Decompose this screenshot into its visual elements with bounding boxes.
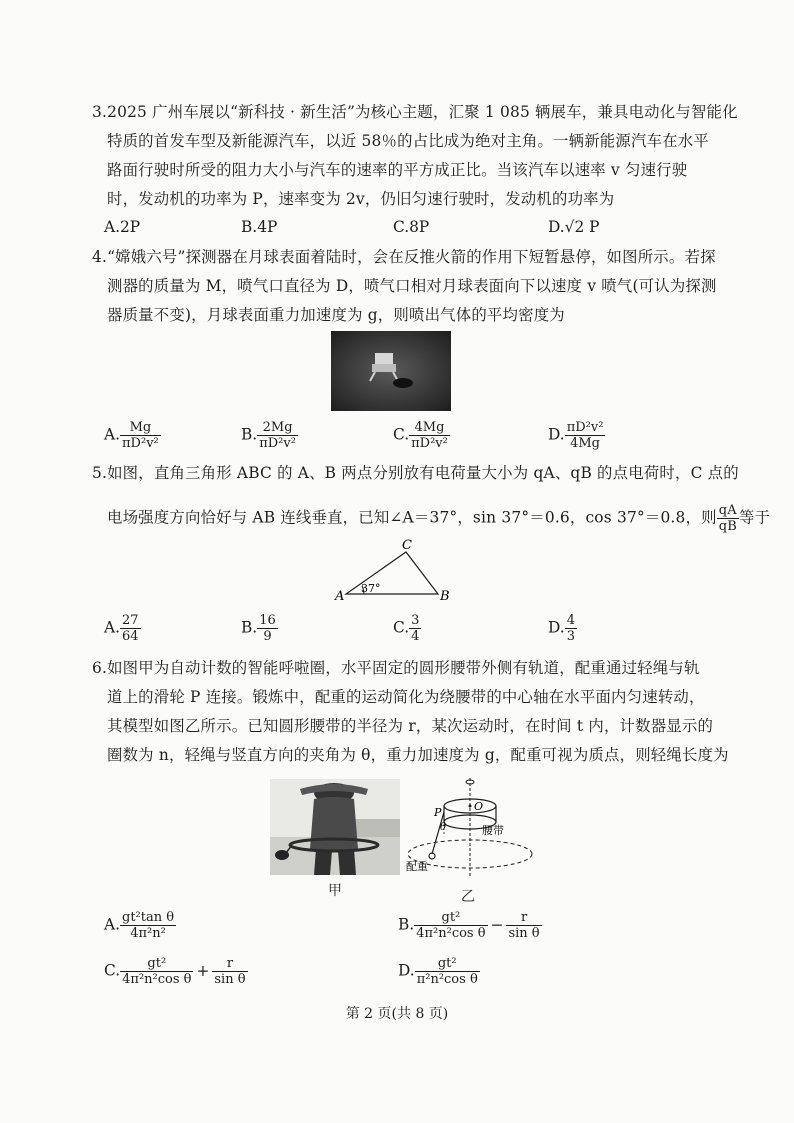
q4-option-c (393, 420, 450, 451)
q4-option-b-label: B. (241, 425, 258, 444)
q6-line-2: 道上的滑轮 P 连接。锻炼中，配重的运动简化为绕腰带的中心轴在水平面内匀速转动， (107, 688, 705, 706)
q5-line-2 (107, 503, 771, 534)
q6-line-1: 6.如图甲为自动计数的智能呼啦圈，水平固定的圆形腰带外侧有轨道，配重通过轻绳与轨 (92, 659, 700, 677)
q6-line-4: 圈数为 n，轻绳与竖直方向的夹角为 θ，重力加速度为 g，配重可视为质点，则轻绳长度为 (107, 746, 729, 764)
vertex-b-label: B (440, 589, 450, 604)
q4-option-a (104, 420, 161, 451)
lunar-lander-photo (331, 331, 451, 411)
q5-ratio-num: qA (717, 503, 739, 519)
q6-b-den: 4π²n²cos θ (416, 926, 486, 941)
q6-c-num2: r (212, 956, 247, 972)
q5-line-1: 5.如图，直角三角形 ABC 的 A、B 两点分别放有电荷量大小为 qA、qB 的点电荷时，C 点的 (92, 464, 739, 482)
q5-option-a-label: A. (104, 618, 121, 637)
q3-line-4: 时，发动机的功率为 P，速率变为 2v，仍旧匀速行驶时，发动机的功率为 (107, 190, 615, 208)
q4-d-num: πD²v² (566, 420, 604, 435)
q4-a-num: Mg (120, 420, 161, 436)
q6-a-den: 4π²n² (130, 926, 166, 941)
q5-option-a (104, 613, 141, 644)
pulley-p-label: P (434, 806, 442, 819)
q5-a-num: 27 (122, 613, 139, 628)
q3-option-c: C.8P (393, 218, 430, 236)
hula-hoop-photo (270, 779, 400, 875)
angle-a-label: 37° (361, 582, 381, 595)
q6-b-den2: sin θ (508, 926, 540, 941)
vertex-c-label: C (402, 538, 412, 553)
q5-ratio-den: qB (718, 519, 737, 534)
q4-option-a-label: A. (104, 425, 121, 444)
q6-option-a (104, 910, 176, 941)
q6-c-num: gt² (120, 956, 193, 972)
q6-option-c-label: C. (104, 961, 121, 980)
q3-line-1: 3.2025 广州车展以“新科技 · 新生活”为核心主题，汇聚 1 085 辆展车，兼具电动化与智能化 (92, 103, 738, 121)
q4-line-1: 4.“嫦娥六号”探测器在月球表面着陆时，会在反推火箭的作用下短暂悬停，如图所示。若探 (92, 248, 716, 266)
q4-option-d (548, 420, 605, 451)
q5-c-num: 3 (411, 613, 420, 628)
q6-a-num: gt²tan θ (122, 910, 175, 925)
q6-option-d (398, 956, 480, 987)
q5-b-den: 9 (263, 629, 272, 644)
q5-d-den: 3 (566, 629, 575, 644)
q4-option-c-label: C. (393, 425, 410, 444)
figure-jia-caption: 甲 (328, 883, 342, 899)
q6-option-b (398, 910, 542, 941)
q6-b-op: − (490, 915, 504, 934)
vertex-a-label: A (335, 589, 345, 604)
q5-line-2-tail: 等于 (738, 508, 771, 527)
q6-c-den2: sin θ (214, 972, 246, 987)
q5-option-d (548, 613, 577, 644)
figure-yi-caption: 乙 (461, 889, 475, 905)
q5-option-b (241, 613, 278, 644)
q6-option-d-label: D. (398, 961, 415, 980)
page-footer: 第 2 页(共 8 页) (345, 1006, 449, 1022)
q6-d-den: π²n²cos θ (416, 972, 478, 987)
q4-option-d-label: D. (548, 425, 565, 444)
q5-line-2-text: 电场强度方向恰好与 AB 连线垂直，已知∠A＝37°，sin 37°＝0.6，cos 37°＝0.8，则 (107, 508, 717, 527)
q5-option-c-label: C. (393, 618, 410, 637)
q5-d-num: 4 (566, 613, 575, 628)
q4-option-b (241, 420, 298, 451)
q4-b-num: 2Mg (257, 420, 298, 436)
q6-c-op: + (196, 961, 210, 980)
q5-option-b-label: B. (241, 618, 258, 637)
belt-label: 腰带 (482, 824, 504, 837)
q4-line-2: 测器的质量为 M，喷气口直径为 D，喷气口相对月球表面向下以速度 v 喷气(可认为探测 (107, 277, 717, 295)
q4-c-num: 4Mg (409, 420, 450, 436)
q6-b-num: gt² (414, 910, 487, 926)
q4-b-den: πD²v² (259, 436, 296, 451)
triangle-abc-figure (330, 536, 460, 604)
q4-line-3: 器质量不变)，月球表面重力加速度为 g，则喷出气体的平均密度为 (107, 306, 565, 324)
q3-option-a: A.2P (104, 218, 141, 236)
q3-line-3: 路面行驶时所受的阻力大小与汽车的速率的平方成正比。当该汽车以速率 v 匀速行驶 (107, 161, 688, 179)
q6-option-a-label: A. (104, 915, 121, 934)
q3-option-d: D.√2 P (548, 218, 600, 236)
q6-option-c (104, 956, 248, 987)
q5-option-c (393, 613, 421, 644)
q6-option-b-label: B. (398, 915, 415, 934)
q5-a-den: 64 (122, 629, 139, 644)
hula-hoop-model-diagram (400, 776, 540, 886)
q5-c-den: 4 (411, 629, 420, 644)
q3-option-b: B.4P (241, 218, 278, 236)
q5-option-d-label: D. (548, 618, 565, 637)
weight-label: 配重 (406, 860, 428, 873)
q6-c-den: 4π²n²cos θ (122, 972, 192, 987)
center-o-label: O (474, 800, 484, 813)
q3-line-2: 特质的首发车型及新能源汽车，以近 58％的占比成为绝对主角。一辆新能源汽车在水平 (107, 132, 709, 150)
q6-line-3: 其模型如图乙所示。已知圆形腰带的半径为 r，某次运动时，在时间 t 内，计数器显示的 (107, 717, 714, 735)
q4-a-den: πD²v² (122, 436, 159, 451)
q5-b-num: 16 (259, 613, 276, 628)
q6-b-num2: r (506, 910, 541, 926)
q4-c-den: πD²v² (411, 436, 448, 451)
angle-theta-label: θ (440, 822, 447, 833)
q6-d-num: gt² (415, 956, 480, 972)
q4-d-den: 4Mg (570, 436, 600, 451)
